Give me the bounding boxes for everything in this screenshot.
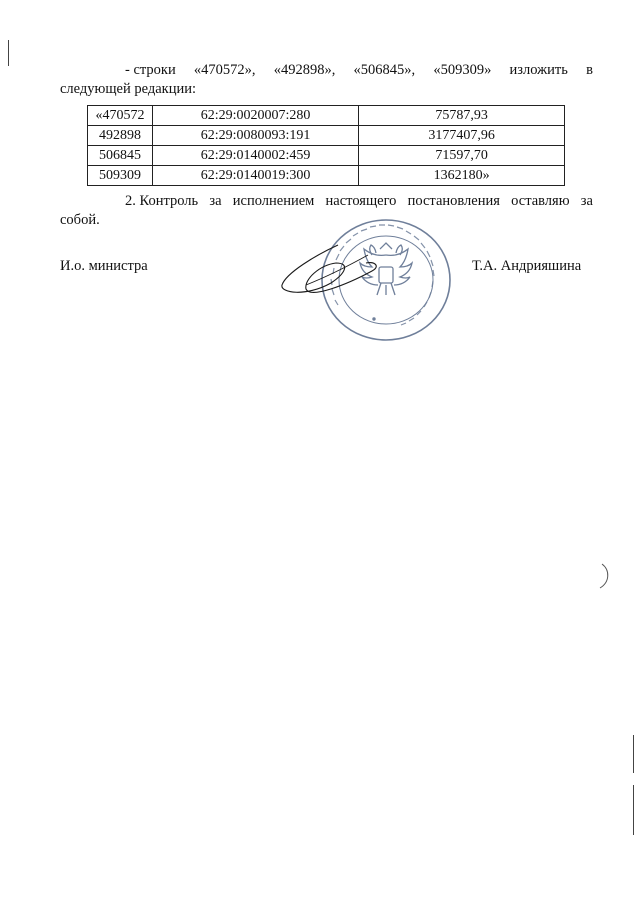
value-cell: 3177407,96	[359, 126, 565, 146]
cadastral-number-cell: 62:29:0140002:459	[152, 146, 358, 166]
scan-edge-mark-right-2	[633, 785, 634, 835]
table-row	[88, 106, 565, 126]
intro-line	[125, 62, 593, 79]
intro-word: «492898»,	[273, 62, 336, 78]
row-number-cell: 509309	[88, 166, 153, 186]
official-seal-icon	[276, 215, 456, 345]
point2-word: настоящего	[325, 193, 397, 209]
table-row	[88, 126, 565, 146]
signatory-position: И.о. министра	[60, 258, 148, 274]
value-cell: 71597,70	[359, 146, 565, 166]
point2-word: оставляю	[511, 193, 570, 209]
scan-edge-mark-right-1	[633, 735, 634, 773]
intro-word: изложить	[509, 62, 568, 78]
point2-word: за	[209, 193, 222, 209]
intro-word: «470572»,	[193, 62, 256, 78]
point2-word: за	[580, 193, 593, 209]
amendment-table	[87, 105, 565, 186]
intro-line-continued: следующей редакции:	[60, 81, 197, 97]
intro-word: - строки	[125, 62, 176, 78]
intro-word: «506845»,	[353, 62, 416, 78]
row-number-cell: «470572	[88, 106, 153, 126]
value-cell: 75787,93	[359, 106, 565, 126]
intro-word: «509309»	[433, 62, 492, 78]
point2-line	[125, 193, 593, 210]
row-number-cell: 506845	[88, 146, 153, 166]
table-row	[88, 146, 565, 166]
row-number-cell: 492898	[88, 126, 153, 146]
intro-word: в	[586, 62, 593, 78]
value-cell: 1362180»	[359, 166, 565, 186]
cadastral-number-cell: 62:29:0020007:280	[152, 106, 358, 126]
point2-word: исполнением	[232, 193, 315, 209]
signatory-name: Т.А. Андрияшина	[472, 258, 582, 274]
point2-line-continued: собой.	[60, 212, 100, 228]
point2-word: постановления	[407, 193, 500, 209]
cadastral-number-cell: 62:29:0080093:191	[152, 126, 358, 146]
point2-word: 2. Контроль	[125, 193, 199, 209]
scan-edge-mark-right-curve	[598, 562, 612, 590]
table-row	[88, 166, 565, 186]
cadastral-number-cell: 62:29:0140019:300	[152, 166, 358, 186]
scan-edge-mark-top-left	[8, 40, 9, 66]
